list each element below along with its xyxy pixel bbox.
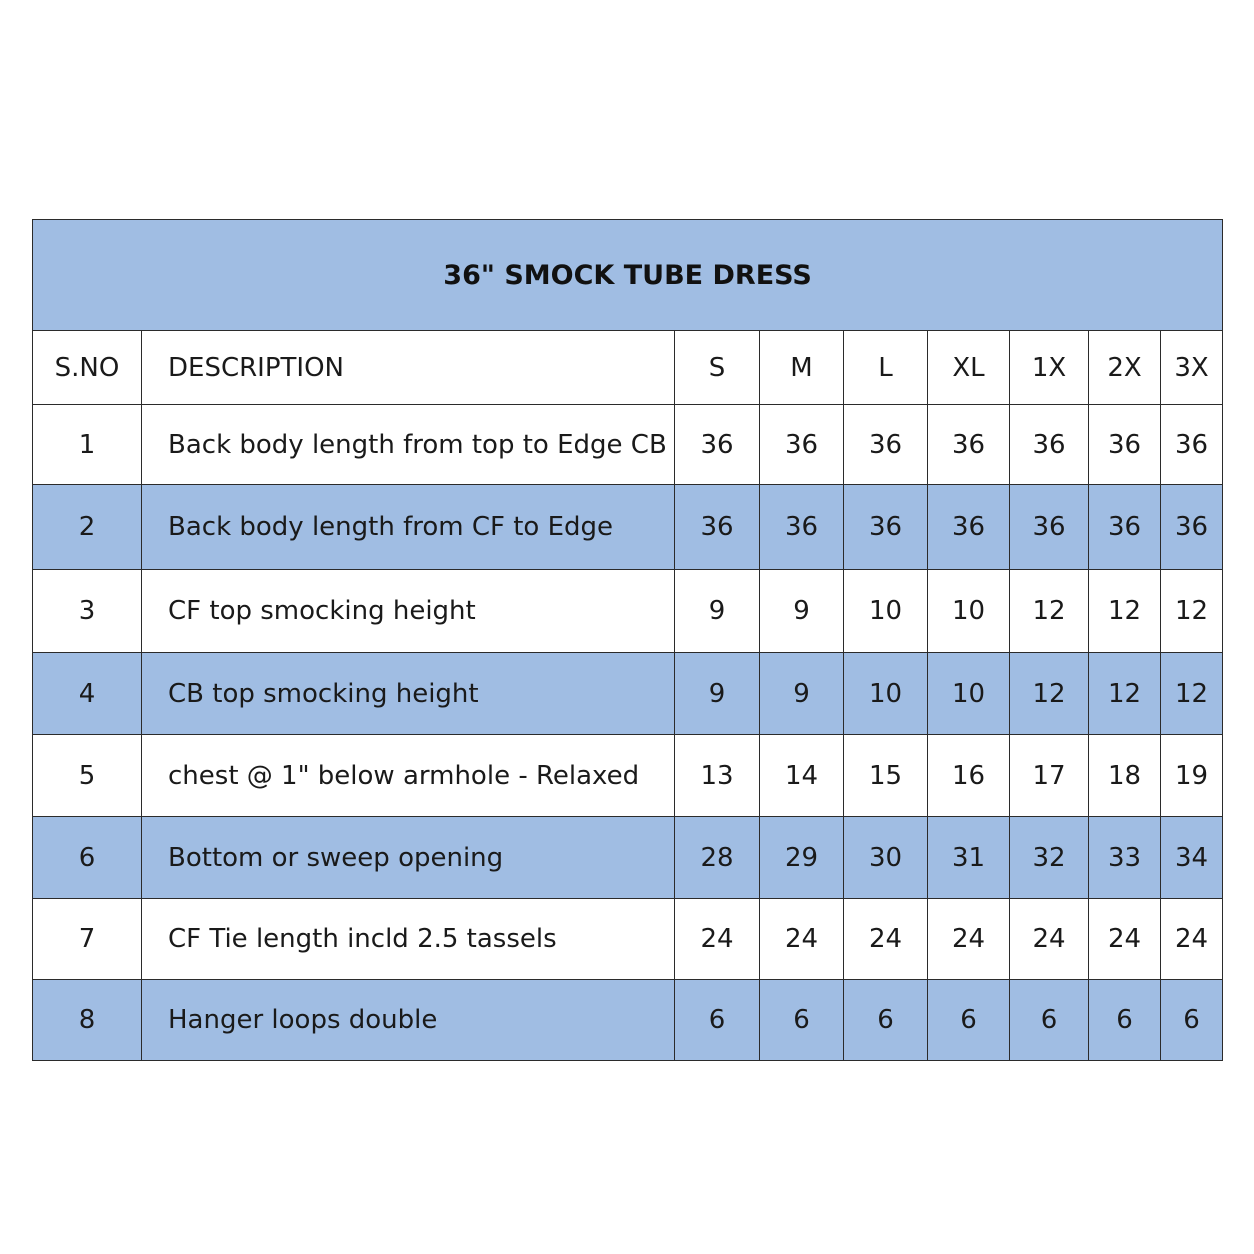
measurement-cell: 36 xyxy=(675,485,760,570)
table-row xyxy=(33,980,1223,1061)
measurement-cell: 24 xyxy=(844,899,928,980)
measurement-cell: 9 xyxy=(675,570,760,653)
measurement-cell: 6 xyxy=(844,980,928,1061)
measurement-cell: 36 xyxy=(675,405,760,485)
table-row xyxy=(33,899,1223,980)
row-number: 4 xyxy=(33,653,142,735)
table-row xyxy=(33,485,1223,570)
measurement-cell: 17 xyxy=(1010,735,1089,817)
header-size-1x: 1X xyxy=(1010,331,1089,405)
row-description: CF Tie length incld 2.5 tassels xyxy=(142,899,675,980)
measurement-cell: 10 xyxy=(844,570,928,653)
row-number: 6 xyxy=(33,817,142,899)
header-size-s: S xyxy=(675,331,760,405)
measurement-cell: 6 xyxy=(1089,980,1161,1061)
row-description: CF top smocking height xyxy=(142,570,675,653)
header-sno: S.NO xyxy=(33,331,142,405)
row-description: Back body length from CF to Edge xyxy=(142,485,675,570)
measurement-cell: 36 xyxy=(1089,405,1161,485)
measurement-cell: 10 xyxy=(844,653,928,735)
measurement-cell: 24 xyxy=(1089,899,1161,980)
measurement-cell: 36 xyxy=(844,485,928,570)
measurement-cell: 34 xyxy=(1161,817,1223,899)
measurement-cell: 9 xyxy=(675,653,760,735)
measurement-cell: 28 xyxy=(675,817,760,899)
measurement-cell: 6 xyxy=(760,980,844,1061)
measurement-cell: 24 xyxy=(1010,899,1089,980)
measurement-cell: 24 xyxy=(1161,899,1223,980)
measurement-cell: 9 xyxy=(760,570,844,653)
measurement-cell: 6 xyxy=(1010,980,1089,1061)
measurement-cell: 12 xyxy=(1010,653,1089,735)
measurement-cell: 12 xyxy=(1161,570,1223,653)
table-row xyxy=(33,817,1223,899)
table-row xyxy=(33,735,1223,817)
measurement-cell: 16 xyxy=(928,735,1010,817)
row-description: Bottom or sweep opening xyxy=(142,817,675,899)
measurement-cell: 6 xyxy=(675,980,760,1061)
row-description: CB top smocking height xyxy=(142,653,675,735)
header-description: DESCRIPTION xyxy=(142,331,675,405)
measurement-cell: 32 xyxy=(1010,817,1089,899)
header-size-3x: 3X xyxy=(1161,331,1223,405)
measurement-cell: 9 xyxy=(760,653,844,735)
row-number: 2 xyxy=(33,485,142,570)
header-size-xl: XL xyxy=(928,331,1010,405)
measurement-cell: 12 xyxy=(1089,653,1161,735)
measurement-cell: 36 xyxy=(760,405,844,485)
measurement-cell: 36 xyxy=(1161,405,1223,485)
measurement-cell: 6 xyxy=(928,980,1010,1061)
measurement-cell: 12 xyxy=(1010,570,1089,653)
measurement-cell: 36 xyxy=(928,485,1010,570)
column-header-row xyxy=(33,331,1223,405)
measurement-cell: 30 xyxy=(844,817,928,899)
measurement-cell: 31 xyxy=(928,817,1010,899)
measurement-cell: 33 xyxy=(1089,817,1161,899)
table-row xyxy=(33,570,1223,653)
row-number: 1 xyxy=(33,405,142,485)
table-body xyxy=(33,405,1223,1061)
measurement-cell: 6 xyxy=(1161,980,1223,1061)
measurement-cell: 13 xyxy=(675,735,760,817)
measurement-cell: 29 xyxy=(760,817,844,899)
measurement-cell: 24 xyxy=(928,899,1010,980)
measurement-cell: 24 xyxy=(675,899,760,980)
header-size-m: M xyxy=(760,331,844,405)
header-size-2x: 2X xyxy=(1089,331,1161,405)
measurement-cell: 36 xyxy=(1089,485,1161,570)
measurement-cell: 15 xyxy=(844,735,928,817)
table-row xyxy=(33,653,1223,735)
measurement-cell: 19 xyxy=(1161,735,1223,817)
size-chart-table xyxy=(32,219,1223,1061)
measurement-cell: 10 xyxy=(928,570,1010,653)
table-title: 36" SMOCK TUBE DRESS xyxy=(33,220,1223,331)
row-number: 5 xyxy=(33,735,142,817)
row-number: 8 xyxy=(33,980,142,1061)
table-row xyxy=(33,405,1223,485)
header-size-l: L xyxy=(844,331,928,405)
row-description: Back body length from top to Edge CB xyxy=(142,405,675,485)
row-number: 7 xyxy=(33,899,142,980)
row-number: 3 xyxy=(33,570,142,653)
row-description: chest @ 1" below armhole - Relaxed xyxy=(142,735,675,817)
measurement-cell: 36 xyxy=(1010,405,1089,485)
measurement-cell: 36 xyxy=(928,405,1010,485)
measurement-cell: 36 xyxy=(760,485,844,570)
measurement-cell: 24 xyxy=(760,899,844,980)
measurement-cell: 36 xyxy=(1010,485,1089,570)
row-description: Hanger loops double xyxy=(142,980,675,1061)
measurement-cell: 18 xyxy=(1089,735,1161,817)
measurement-cell: 36 xyxy=(844,405,928,485)
measurement-cell: 10 xyxy=(928,653,1010,735)
measurement-cell: 12 xyxy=(1089,570,1161,653)
measurement-cell: 14 xyxy=(760,735,844,817)
title-row xyxy=(33,220,1223,331)
measurement-cell: 12 xyxy=(1161,653,1223,735)
measurement-cell: 36 xyxy=(1161,485,1223,570)
